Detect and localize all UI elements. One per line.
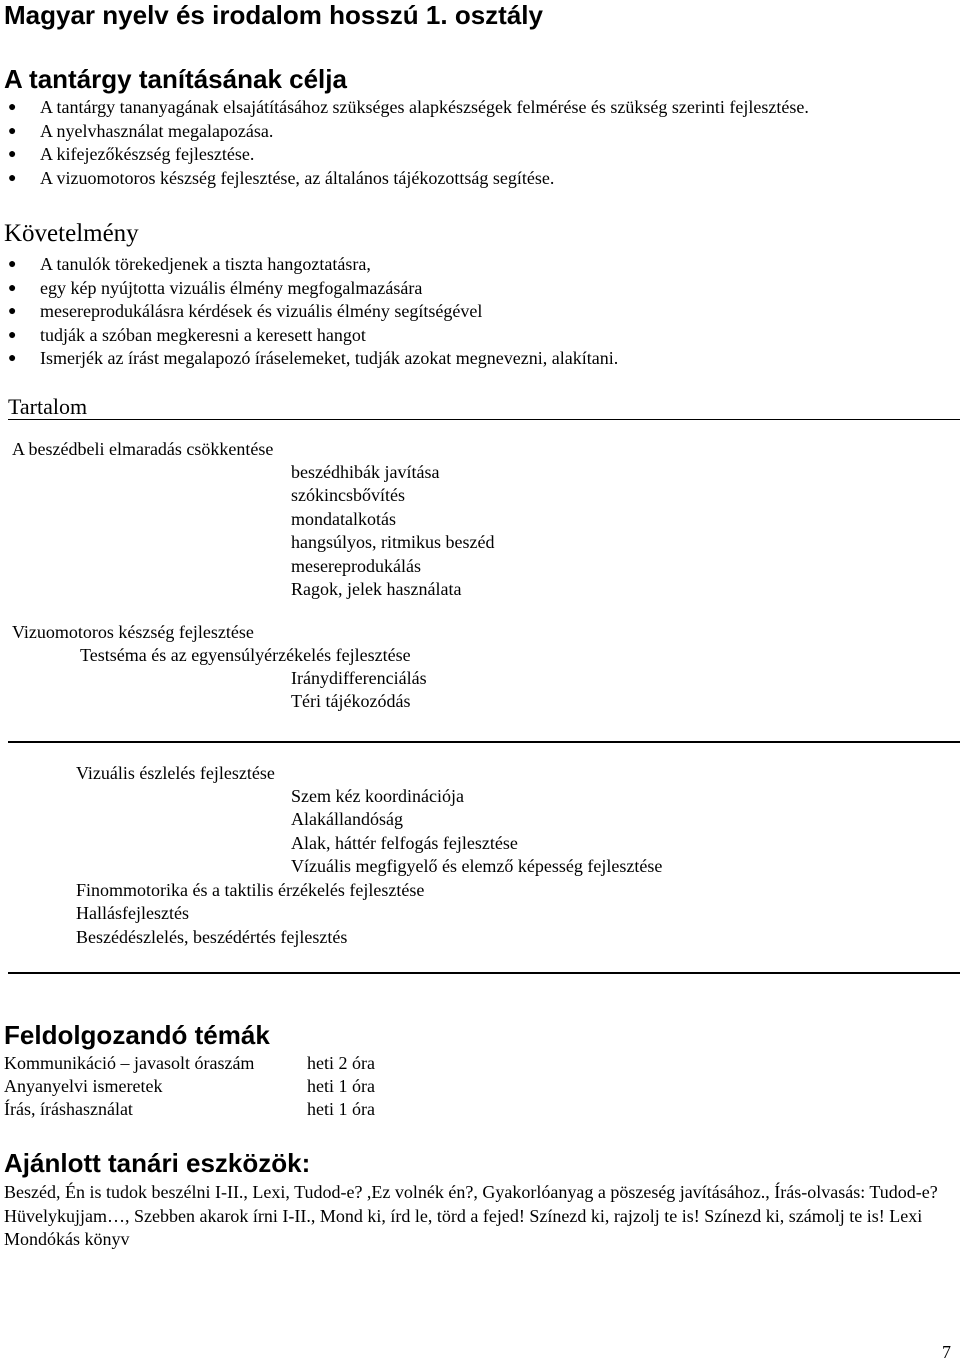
vizualis-item: Alak, háttér felfogás fejlesztése <box>291 833 518 853</box>
bullet-icon: ● <box>8 351 17 367</box>
beszed-item: beszédhibák javítása <box>291 462 440 482</box>
beszed-title: A beszédbeli elmaradás csökkentése <box>12 439 274 459</box>
vizualis-title: Vizuális észlelés fejlesztése <box>76 763 275 783</box>
section-heading-kovetelmeny: Követelmény <box>4 220 139 247</box>
vizualis-item: Vízuális megfigyelő és elemző képesség fejlesztése <box>291 856 663 876</box>
page-number: 7 <box>942 1342 951 1362</box>
list-item: ● A tantárgy tananyagának elsajátításához szükséges alapkészségek felmérése és szükség szerinti fejlesztése. <box>0 96 809 120</box>
divider <box>8 419 960 420</box>
section-heading-temak: Feldolgozandó témák <box>4 1020 270 1050</box>
list-item: ● A kifejezőkészség fejlesztése. <box>0 143 809 167</box>
list-item: ● Ismerjék az írást megalapozó íráselemeket, tudják azokat megnevezni, alakítani. <box>0 347 618 371</box>
vizualis-item: Alakállandóság <box>291 809 403 829</box>
vizuomotoros-title: Vizuomotoros készség fejlesztése <box>12 622 254 642</box>
bullet-icon: ● <box>8 147 17 163</box>
tema-hours: heti 1 óra <box>307 1099 375 1119</box>
section-heading-tartalom: Tartalom <box>8 394 88 419</box>
bullet-icon: ● <box>8 170 17 186</box>
vizualis-extra: Finommotorika és a taktilis érzékelés fejlesztése <box>76 880 425 900</box>
vizuomotoros-item: Téri tájékozódás <box>291 691 411 711</box>
divider <box>8 972 960 974</box>
bullet-icon: ● <box>8 304 17 320</box>
bullet-icon: ● <box>8 123 17 139</box>
vizualis-extra: Hallásfejlesztés <box>76 903 189 923</box>
bullet-icon: ● <box>8 100 17 115</box>
list-item: ● mesereprodukálásra kérdések és vizuális élmény segítségével <box>0 300 618 324</box>
section-heading-eszkozok: Ajánlott tanári eszközök: <box>4 1148 311 1178</box>
bullet-icon: ● <box>8 280 17 296</box>
divider <box>8 741 960 743</box>
section-heading-cel: A tantárgy tanításának célja <box>4 64 347 94</box>
bullet-icon: ● <box>8 257 17 272</box>
list-item: ● A vizuomotoros készség fejlesztése, az általános tájékozottság segítése. <box>0 167 809 191</box>
list-item: ● A nyelvhasználat megalapozása. <box>0 120 809 144</box>
beszed-item: hangsúlyos, ritmikus beszéd <box>291 532 495 552</box>
beszed-item: Ragok, jelek használata <box>291 579 462 599</box>
beszed-item: mesereprodukálás <box>291 556 421 576</box>
tema-name: Anyanyelvi ismeretek <box>4 1076 163 1096</box>
vizualis-item: Szem kéz koordinációja <box>291 786 464 806</box>
cel-list <box>0 96 809 190</box>
list-item: ● tudják a szóban megkeresni a keresett hangot <box>0 324 618 348</box>
tema-name: Kommunikáció – javasolt óraszám <box>4 1053 255 1073</box>
tema-name: Írás, íráshasználat <box>4 1099 133 1119</box>
vizuomotoros-item: Iránydifferenciálás <box>291 668 427 688</box>
vizuomotoros-sub: Testséma és az egyensúlyérzékelés fejlesztése <box>80 645 411 665</box>
beszed-item: mondatalkotás <box>291 509 396 529</box>
list-item: ● egy kép nyújtotta vizuális élmény megfogalmazására <box>0 277 618 301</box>
tema-hours: heti 2 óra <box>307 1053 375 1073</box>
kovetelmeny-list <box>0 253 618 371</box>
document-title: Magyar nyelv és irodalom hosszú 1. osztály <box>4 0 543 30</box>
eszkozok-text: Beszéd, Én is tudok beszélni I-II., Lexi, Tudod-e? ,Ez volnék én?, Gyakorlóanyag a pöszeség javításához., Írás-olvasás: Tudod-e? Hüvelykujjam…, Szebben akarok írni I-II., Mond ki, írd le, törd a fejed! Színezd ki, rajzolj te is! Színezd ki, számolj te is! Lexi Mondókás könyv <box>4 1182 938 1249</box>
tema-hours: heti 1 óra <box>307 1076 375 1096</box>
beszed-item: szókincsbővítés <box>291 485 405 505</box>
vizualis-extra: Beszédészlelés, beszédértés fejlesztés <box>76 927 348 947</box>
list-item: ● A tanulók törekedjenek a tiszta hangoztatásra, <box>0 253 618 277</box>
bullet-icon: ● <box>8 327 17 343</box>
